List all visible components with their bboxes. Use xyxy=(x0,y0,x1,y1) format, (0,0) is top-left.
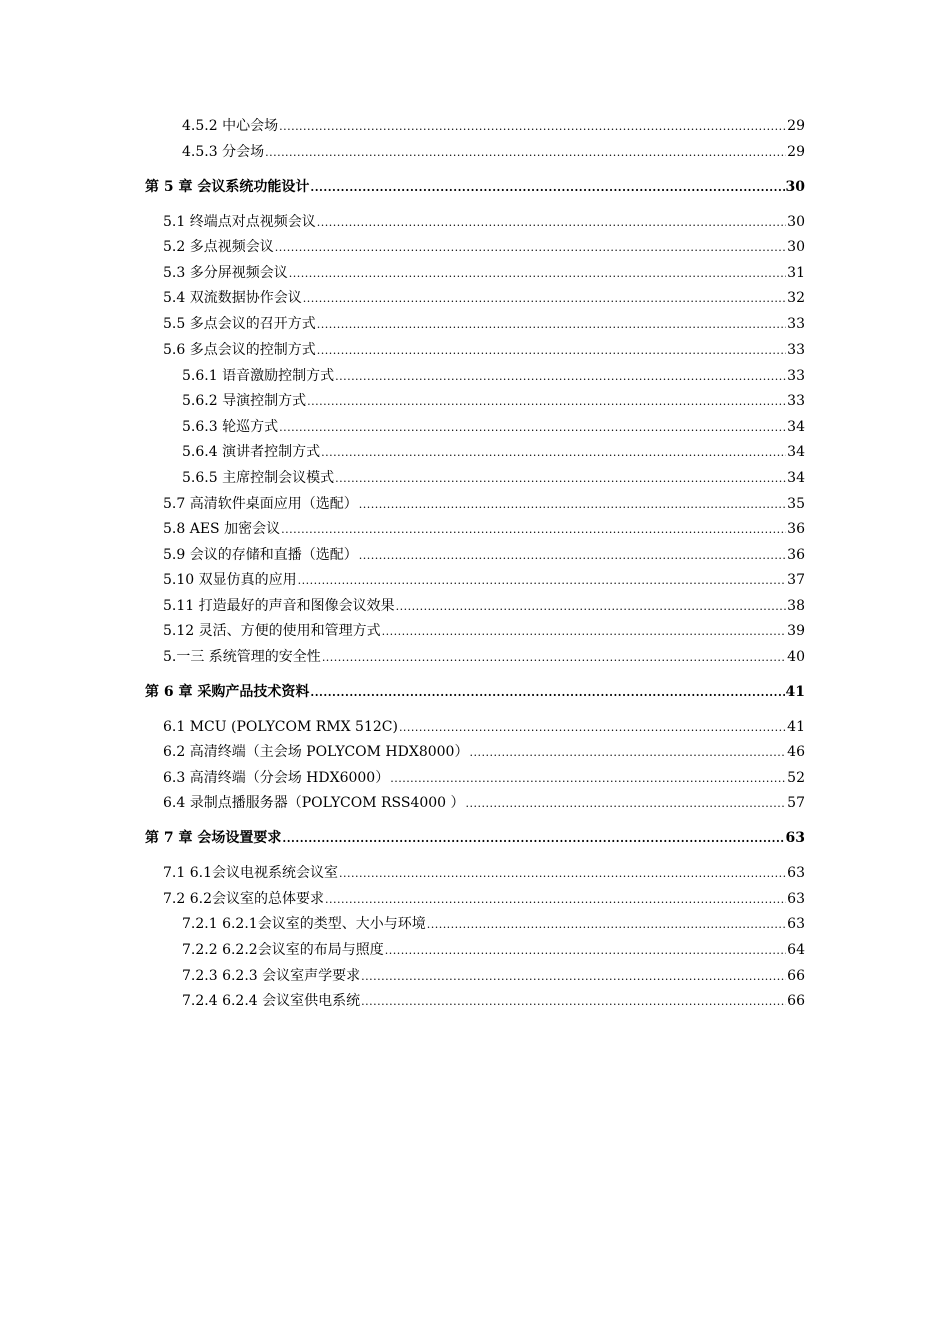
toc-page-number: 34 xyxy=(787,444,805,460)
toc-entry[interactable] xyxy=(163,340,805,360)
toc-dot-leader xyxy=(427,915,786,935)
toc-page-number: 32 xyxy=(787,290,805,306)
toc-entry-label: 第 6 章 采购产品技术资料 xyxy=(145,684,310,700)
toc-entry[interactable] xyxy=(182,991,805,1011)
toc-dot-leader xyxy=(361,967,786,987)
toc-entry[interactable] xyxy=(182,966,805,986)
toc-dot-leader xyxy=(275,238,786,258)
toc-entry[interactable] xyxy=(182,914,805,934)
toc-dot-leader xyxy=(307,392,786,412)
toc-entry[interactable] xyxy=(163,768,805,788)
toc-dot-leader xyxy=(361,992,786,1012)
toc-entry-label: 5.6 多点会议的控制方式 xyxy=(163,342,316,358)
toc-entry-label: 5.4 双流数据协作会议 xyxy=(163,290,302,306)
toc-page-number: 41 xyxy=(785,684,805,700)
toc-entry[interactable] xyxy=(163,212,805,232)
toc-entry-label: 6.3 高清终端（分会场 HDX6000） xyxy=(163,770,390,786)
toc-dot-leader xyxy=(382,622,787,642)
toc-dot-leader xyxy=(317,213,786,233)
toc-entry-label: 5.6.1 语音激励控制方式 xyxy=(182,368,335,384)
toc-dot-leader xyxy=(265,143,786,163)
toc-page-number: 33 xyxy=(787,393,805,409)
toc-entry-label: 5.6.4 演讲者控制方式 xyxy=(182,444,321,460)
toc-page-number: 30 xyxy=(787,214,805,230)
toc-dot-leader xyxy=(310,683,784,703)
toc-entry[interactable] xyxy=(163,742,805,762)
toc-entry-label: 5.3 多分屏视频会议 xyxy=(163,265,288,281)
toc-entry[interactable] xyxy=(163,717,805,737)
toc-page-number: 33 xyxy=(787,342,805,358)
toc-entry-label: 7.2 6.2会议室的总体要求 xyxy=(163,891,324,907)
toc-dot-leader xyxy=(321,443,786,463)
toc-entry[interactable] xyxy=(163,570,805,590)
toc-dot-leader xyxy=(399,718,786,738)
toc-entry[interactable] xyxy=(182,417,805,437)
toc-entry-label: 5.10 双显仿真的应用 xyxy=(163,572,297,588)
toc-chapter-entry[interactable] xyxy=(145,828,805,848)
toc-page-number: 31 xyxy=(787,265,805,281)
toc-entry-label: 5.2 多点视频会议 xyxy=(163,239,274,255)
toc-chapter-entry[interactable] xyxy=(145,177,805,197)
toc-entry-label: 5.11 打造最好的声音和图像会议效果 xyxy=(163,598,395,614)
toc-dot-leader xyxy=(335,367,786,387)
toc-dot-leader xyxy=(279,117,786,137)
toc-entry[interactable] xyxy=(182,142,805,162)
toc-entry-label: 7.1 6.1会议电视系统会议室 xyxy=(163,865,338,881)
toc-entry[interactable] xyxy=(163,237,805,257)
toc-entry-label: 4.5.3 分会场 xyxy=(182,144,265,160)
toc-entry-label: 4.5.2 中心会场 xyxy=(182,118,279,134)
toc-entry[interactable] xyxy=(182,468,805,488)
toc-page-number: 41 xyxy=(787,719,805,735)
toc-entry-label: 5.一三 系统管理的安全性 xyxy=(163,649,321,665)
toc-entry-label: 6.1 MCU (POLYCOM RMX 512C) xyxy=(163,719,398,735)
toc-dot-leader xyxy=(317,341,786,361)
toc-page-number: 63 xyxy=(787,916,805,932)
toc-page-number: 29 xyxy=(787,144,805,160)
toc-entry[interactable] xyxy=(182,442,805,462)
toc-page-number: 34 xyxy=(787,419,805,435)
toc-entry[interactable] xyxy=(182,366,805,386)
toc-entry-label: 7.2.3 6.2.3 会议室声学要求 xyxy=(182,968,361,984)
toc-page-number: 66 xyxy=(787,993,805,1009)
toc-dot-leader xyxy=(359,495,786,515)
toc-page-number: 52 xyxy=(787,770,805,786)
toc-entry-label: 5.6.2 导演控制方式 xyxy=(182,393,307,409)
toc-page-number: 29 xyxy=(787,118,805,134)
toc-page-number: 36 xyxy=(787,521,805,537)
toc-dot-leader xyxy=(339,864,786,884)
toc-entry-label: 5.7 高清软件桌面应用（选配） xyxy=(163,496,358,512)
toc-entry[interactable] xyxy=(163,314,805,334)
toc-entry[interactable] xyxy=(163,863,805,883)
toc-entry[interactable] xyxy=(182,391,805,411)
toc-entry-label: 5.1 终端点对点视频会议 xyxy=(163,214,316,230)
toc-dot-leader xyxy=(317,315,786,335)
toc-dot-leader xyxy=(322,648,786,668)
toc-dot-leader xyxy=(303,289,786,309)
toc-dot-leader xyxy=(279,418,786,438)
toc-entry-label: 5.12 灵活、方便的使用和管理方式 xyxy=(163,623,381,639)
toc-dot-leader xyxy=(281,520,786,540)
toc-entry[interactable] xyxy=(163,263,805,283)
toc-entry-label: 7.2.4 6.2.4 会议室供电系统 xyxy=(182,993,361,1009)
toc-entry[interactable] xyxy=(163,793,805,813)
toc-page-number: 57 xyxy=(787,795,805,811)
toc-page-number: 35 xyxy=(787,496,805,512)
toc-dot-leader xyxy=(325,890,786,910)
toc-page-number: 30 xyxy=(787,239,805,255)
toc-entry-label: 第 7 章 会场设置要求 xyxy=(145,830,282,846)
toc-entry-label: 第 5 章 会议系统功能设计 xyxy=(145,179,310,195)
toc-dot-leader xyxy=(466,794,787,814)
toc-entry[interactable] xyxy=(163,545,805,565)
toc-chapter-entry[interactable] xyxy=(145,682,805,702)
toc-entry[interactable] xyxy=(163,647,805,667)
toc-page-number: 38 xyxy=(787,598,805,614)
toc-dot-leader xyxy=(359,546,786,566)
toc-page-number: 36 xyxy=(787,547,805,563)
toc-page-number: 33 xyxy=(787,368,805,384)
toc-dot-leader xyxy=(469,743,786,763)
toc-page-number: 40 xyxy=(787,649,805,665)
toc-page-number: 34 xyxy=(787,470,805,486)
toc-entry-label: 5.5 多点会议的召开方式 xyxy=(163,316,316,332)
toc-entry[interactable] xyxy=(182,116,805,136)
toc-dot-leader xyxy=(310,178,784,198)
toc-dot-leader xyxy=(390,769,786,789)
toc-entry-label: 6.2 高清终端（主会场 POLYCOM HDX8000） xyxy=(163,744,469,760)
toc-entry[interactable] xyxy=(163,621,805,641)
toc-dot-leader xyxy=(396,597,787,617)
toc-page-number: 66 xyxy=(787,968,805,984)
toc-page-number: 64 xyxy=(787,942,805,958)
toc-entry-label: 6.4 录制点播服务器（POLYCOM RSS4000 ） xyxy=(163,795,465,811)
toc-page-number: 39 xyxy=(787,623,805,639)
toc-entry-label: 7.2.2 6.2.2会议室的布局与照度 xyxy=(182,942,384,958)
toc-dot-leader xyxy=(282,829,784,849)
toc-page-number: 63 xyxy=(785,830,805,846)
toc-dot-leader xyxy=(289,264,786,284)
toc-entry-label: 5.6.3 轮巡方式 xyxy=(182,419,279,435)
toc-page-number: 33 xyxy=(787,316,805,332)
toc-page-number: 63 xyxy=(787,891,805,907)
toc-entry-label: 5.6.5 主席控制会议模式 xyxy=(182,470,335,486)
toc-entry-label: 5.8 AES 加密会议 xyxy=(163,521,281,537)
toc-dot-leader xyxy=(385,941,786,961)
toc-page-number: 30 xyxy=(785,179,805,195)
toc-page-number: 46 xyxy=(787,744,805,760)
toc-entry-label: 5.9 会议的存储和直播（选配） xyxy=(163,547,358,563)
toc-entry[interactable] xyxy=(163,889,805,909)
toc-entry[interactable] xyxy=(182,940,805,960)
toc-page-number: 37 xyxy=(787,572,805,588)
toc-entry[interactable] xyxy=(163,596,805,616)
toc-dot-leader xyxy=(298,571,787,591)
toc-page-number: 63 xyxy=(787,865,805,881)
toc-entry-label: 7.2.1 6.2.1会议室的类型、大小与环境 xyxy=(182,916,426,932)
toc-dot-leader xyxy=(335,469,786,489)
toc-entry[interactable] xyxy=(163,288,805,308)
toc-entry[interactable] xyxy=(163,519,805,539)
toc-entry[interactable] xyxy=(163,494,805,514)
